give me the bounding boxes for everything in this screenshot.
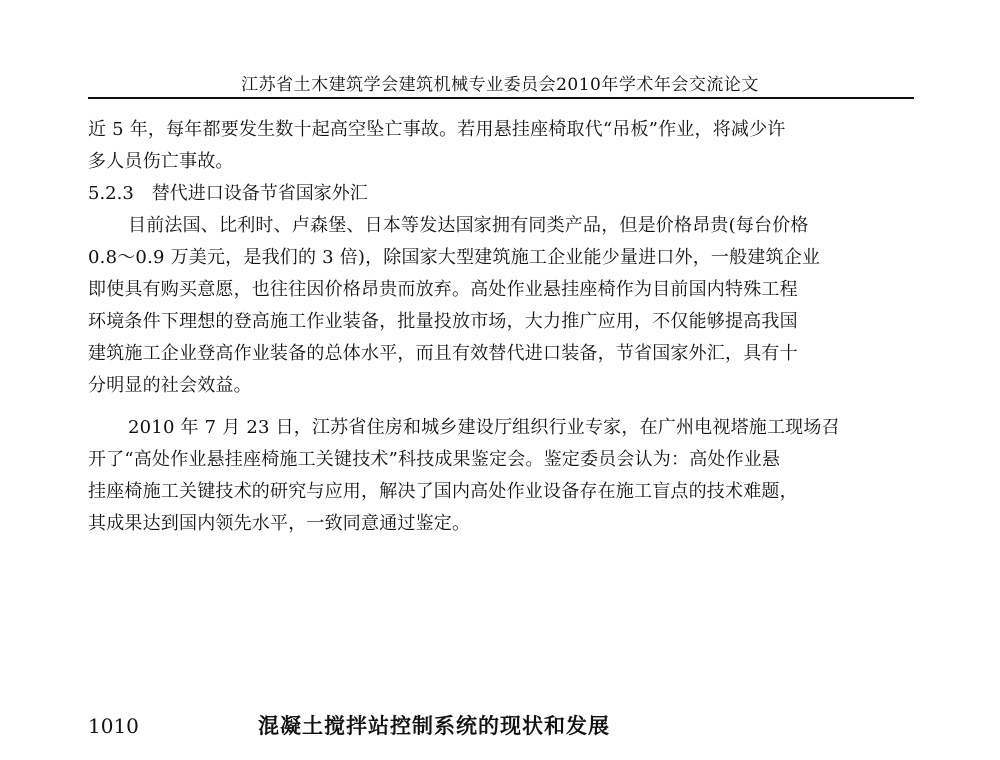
text-line: 挂座椅施工关键技术的研究与应用，解决了国内高处作业设备存在施工盲点的技术难题， [88,481,798,502]
paragraph-spacer [88,402,914,412]
text-line: 多人员伤亡事故。 [88,151,234,172]
text-line: 近 5 年，每年都要发生数十起高空坠亡事故。若用悬挂座椅取代“吊板”作业，将减少许 [88,119,786,140]
text-line: 0.8～0.9 万美元，是我们的 3 倍)，除国家大型建筑施工企业能少量进口外，一般建筑企业 [88,247,821,268]
text-line: 即使具有购买意愿，也往往因价格昂贵而放弃。高处作业悬挂座椅作为目前国内特殊工程 [88,279,798,300]
text-line: 建筑施工企业登高作业装备的总体水平，而且有效替代进口装备，节省国家外汇，具有十 [88,343,798,364]
running-header: 江苏省土木建筑学会建筑机械专业委员会2010年学术年会交流论文 [241,75,759,95]
next-article-title: 混凝土搅拌站控制系统的现状和发展 [258,713,610,738]
text-line: 开了“高处作业悬挂座椅施工关键技术”科技成果鉴定会。鉴定委员会认为：高处作业悬 [88,449,781,470]
page-footer [88,708,914,744]
article-body [88,114,914,540]
text-line: 2010 年 7 月 23 日，江苏省住房和城乡建设厅组织行业专家，在广州电视塔施工现场召 [128,417,840,438]
paragraph-intro [88,114,914,178]
header-rule [88,97,914,99]
paragraph-import-substitution [88,210,914,402]
text-line: 分明显的社会效益。 [88,375,252,396]
paragraph-appraisal [88,412,914,540]
text-line: 其成果达到国内领先水平，一致同意通过鉴定。 [88,513,471,534]
text-line: 目前法国、比利时、卢森堡、日本等发达国家拥有同类产品，但是价格昂贵(每台价格 [128,215,809,236]
section-heading: 5.2.3 替代进口设备节省国家外汇 [88,183,368,204]
page-number: 1010 [88,714,139,738]
text-line: 环境条件下理想的登高施工作业装备，批量投放市场，大力推广应用，不仅能够提高我国 [88,311,798,332]
